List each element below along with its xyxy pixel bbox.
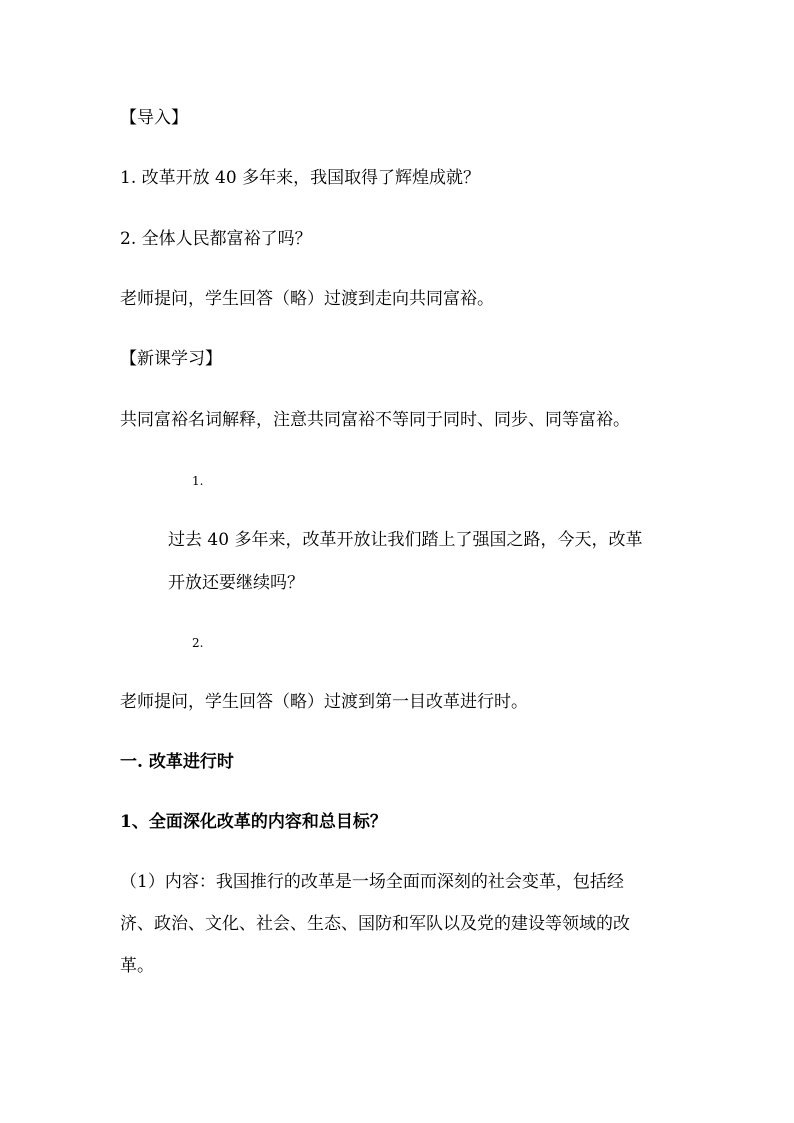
- new-lesson-heading: 【新课学习】: [120, 349, 222, 369]
- sub-number-2: 2.: [192, 636, 204, 650]
- content-line-3: 革。: [120, 956, 154, 976]
- content-line-2: 济、政治、文化、社会、生态、国防和军队以及党的建设等领域的改: [120, 914, 630, 934]
- question-paragraph-line-1: 过去 40 多年来，改革开放让我们踏上了强国之路，今天，改革: [168, 530, 643, 550]
- content-line-1: （1）内容：我国推行的改革是一场全面而深刻的社会变革，包括经: [120, 872, 624, 892]
- question-1: 1. 改革开放 40 多年来，我国取得了辉煌成就？: [120, 168, 481, 188]
- question-2: 2. 全体人民都富裕了吗？: [120, 229, 312, 249]
- section-1-title: 一. 改革进行时: [120, 752, 234, 772]
- transition-2: 老师提问，学生回答（略）过渡到第一目改革进行时。: [120, 692, 528, 712]
- subsection-1-title: 1、全面深化改革的内容和总目标？: [120, 812, 387, 832]
- transition-1: 老师提问，学生回答（略）过渡到走向共同富裕。: [120, 289, 494, 309]
- intro-heading: 【导入】: [120, 108, 188, 128]
- question-paragraph-line-2: 开放还要继续吗？: [168, 573, 304, 593]
- sub-number-1: 1.: [192, 474, 204, 488]
- explanation-paragraph: 共同富裕名词解释，注意共同富裕不等同于同时、同步、同等富裕。: [120, 410, 630, 430]
